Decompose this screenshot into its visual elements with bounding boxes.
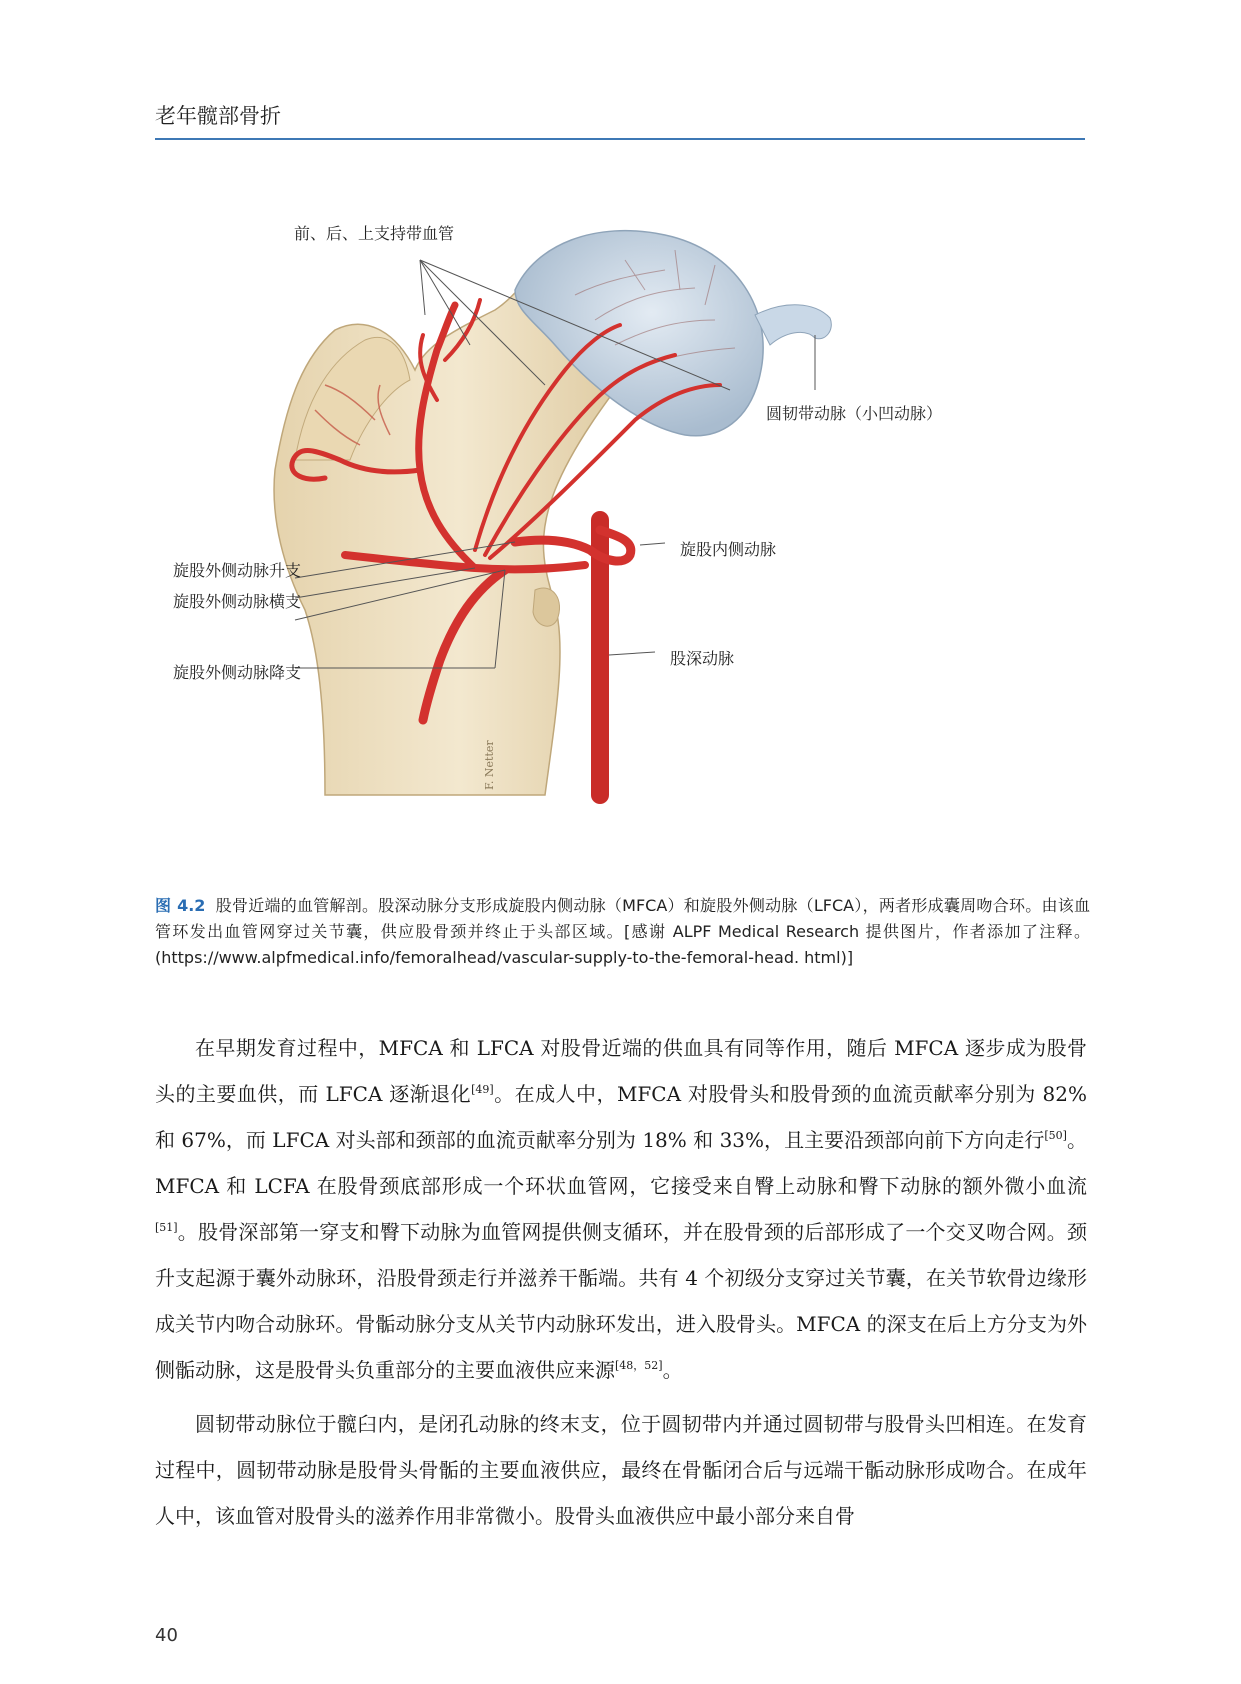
running-head: 老年髋部骨折: [155, 104, 281, 128]
p1-s1: 在早期发育过程中，MFCA 和 LFCA 对股骨近端的供血具有同等作用，随后 MFCA 逐步成为股骨头的主要血供，而 LFCA 逐渐退化: [155, 1036, 1087, 1106]
page-number: 40: [155, 1625, 178, 1646]
label-lfca-ascending: 旋股外侧动脉升支: [173, 561, 302, 580]
caption-text: 股骨近端的血管解剖。股深动脉分支形成旋股内侧动脉（MFCA）和旋股外侧动脉（LFCA），两者形成囊周吻合环。由该血管环发出血管网穿过关节囊，供应股骨颈并终止于头部区域。[感谢 ALPF Medical Research 提供图片，作者添加了注释。(https://www.alpfmedical.info/femoralhead/vascular-supply-to-the-femoral-head. html)]: [155, 896, 1090, 967]
ref-49[interactable]: [49]: [471, 1083, 494, 1096]
ref-48-52[interactable]: [48，52]: [615, 1359, 663, 1372]
ref-51[interactable]: [51]: [155, 1221, 178, 1234]
label-profunda-femoris: 股深动脉: [670, 649, 735, 668]
p1-s3: 。MFCA 和 LCFA 在股骨颈底部形成一个环状血管网，它接受来自臀上动脉和臀下动脉的额外微小血流: [155, 1128, 1087, 1198]
header-rule: [155, 138, 1085, 140]
label-lfca-descending: 旋股外侧动脉降支: [173, 663, 302, 682]
p1-s4: 。股骨深部第一穿支和臀下动脉为血管网提供侧支循环，并在股骨颈的后部形成了一个交叉吻合网。颈升支起源于囊外动脉环，沿股骨颈走行并滋养干骺端。共有 4 个初级分支穿过关节囊，在关节软骨边缘形成关节内吻合动脉环。骨骺动脉分支从关节内动脉环发出，进入股骨头。MFCA 的深支在后上方分支为外侧骺动脉，这是股骨头负重部分的主要血液供应来源: [155, 1220, 1087, 1382]
paragraph-1: [155, 1025, 1087, 1393]
illustrator-signature: F. Netter: [483, 740, 496, 790]
figure-caption: [155, 893, 1090, 971]
label-ligamentum-teres-artery: 圆韧带动脉（小凹动脉）: [766, 404, 943, 423]
paragraph-2: 圆韧带动脉位于髋臼内，是闭孔动脉的终末支，位于圆韧带内并通过圆韧带与股骨头凹相连。在发育过程中，圆韧带动脉是股骨头骨骺的主要血液供应，最终在骨骺闭合后与远端干骺动脉形成吻合。在成年人中，该血管对股骨头的滋养作用非常微小。股骨头血液供应中最小部分来自骨: [155, 1412, 1087, 1528]
label-lfca-transverse: 旋股外侧动脉横支: [173, 592, 302, 611]
p1-s2: 。在成人中，MFCA 对股骨头和股骨颈的血流贡献率分别为 82% 和 67%，而 LFCA 对头部和颈部的血流贡献率分别为 18% 和 33%，且主要沿颈部向前下方向走行: [155, 1082, 1087, 1152]
lesser-trochanter: [533, 588, 560, 626]
p1-s5: 。: [662, 1358, 683, 1382]
body-text: [155, 1025, 1087, 1547]
label-retinacular-vessels: 前、后、上支持带血管: [294, 224, 455, 243]
ligamentum-teres: [755, 305, 831, 345]
label-mfca: 旋股内侧动脉: [680, 540, 777, 559]
ref-50[interactable]: [50]: [1044, 1129, 1067, 1142]
figure-label: 图 4.2: [155, 896, 206, 915]
femur-vascular-illustration: [175, 220, 1045, 860]
